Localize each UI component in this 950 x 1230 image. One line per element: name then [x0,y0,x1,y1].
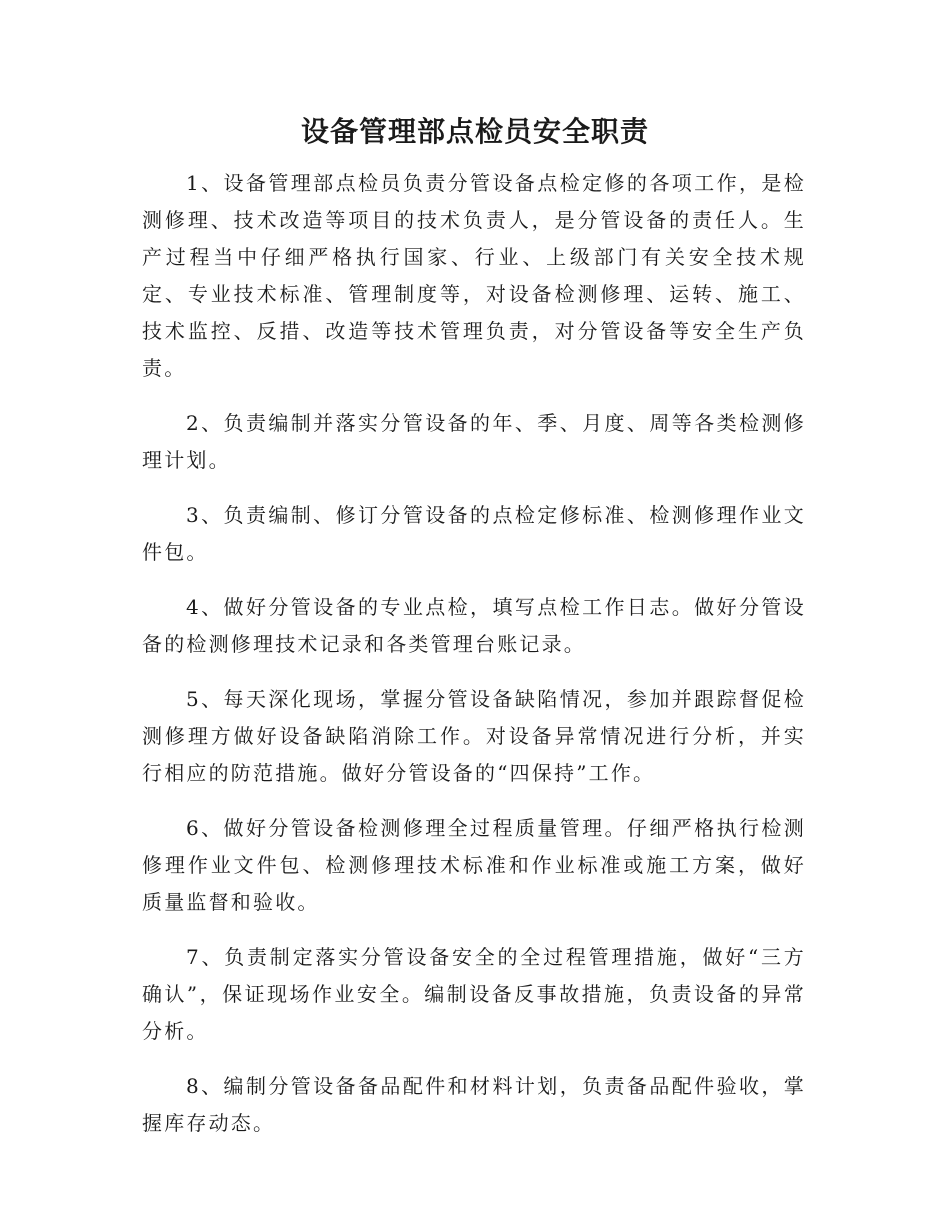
paragraph-4: 4、做好分管设备的专业点检，填写点检工作日志。做好分管设备的检测修理技术记录和各类管理台账记录。 [142,595,806,656]
paragraph-5: 5、每天深化现场，掌握分管设备缺陷情况，参加并跟踪督促检测修理方做好设备缺陷消除工作。对设备异常情况进行分析，并实行相应的防范措施。做好分管设备的“四保持”工作。 [142,687,806,785]
paragraph-6: 6、做好分管设备检测修理全过程质量管理。仔细严格执行检测修理作业文件包、检测修理技术标准和作业标准或施工方案，做好质量监督和验收。 [142,816,806,914]
paragraph-2: 2、负责编制并落实分管设备的年、季、月度、周等各类检测修理计划。 [142,411,806,472]
paragraph-3: 3、负责编制、修订分管设备的点检定修标准、检测修理作业文件包。 [142,503,806,564]
paragraph-8: 8、编制分管设备备品配件和材料计划，负责备品配件验收，掌握库存动态。 [142,1074,806,1135]
paragraph-7: 7、负责制定落实分管设备安全的全过程管理措施，做好“三方确认”，保证现场作业安全。编制设备反事故措施，负责设备的异常分析。 [142,945,806,1043]
document-title: 设备管理部点检员安全职责 [300,115,649,148]
paragraph-1: 1、设备管理部点检员负责分管设备点检定修的各项工作，是检测修理、技术改造等项目的技术负责人，是分管设备的责任人。生产过程当中仔细严格执行国家、行业、上级部门有关安全技术规定、专业技术标准、管理制度等，对设备检测修理、运转、施工、技术监控、反措、改造等技术管理负责，对分管设备等安全生产负责。 [142,171,806,380]
document-body [142,165,806,1160]
